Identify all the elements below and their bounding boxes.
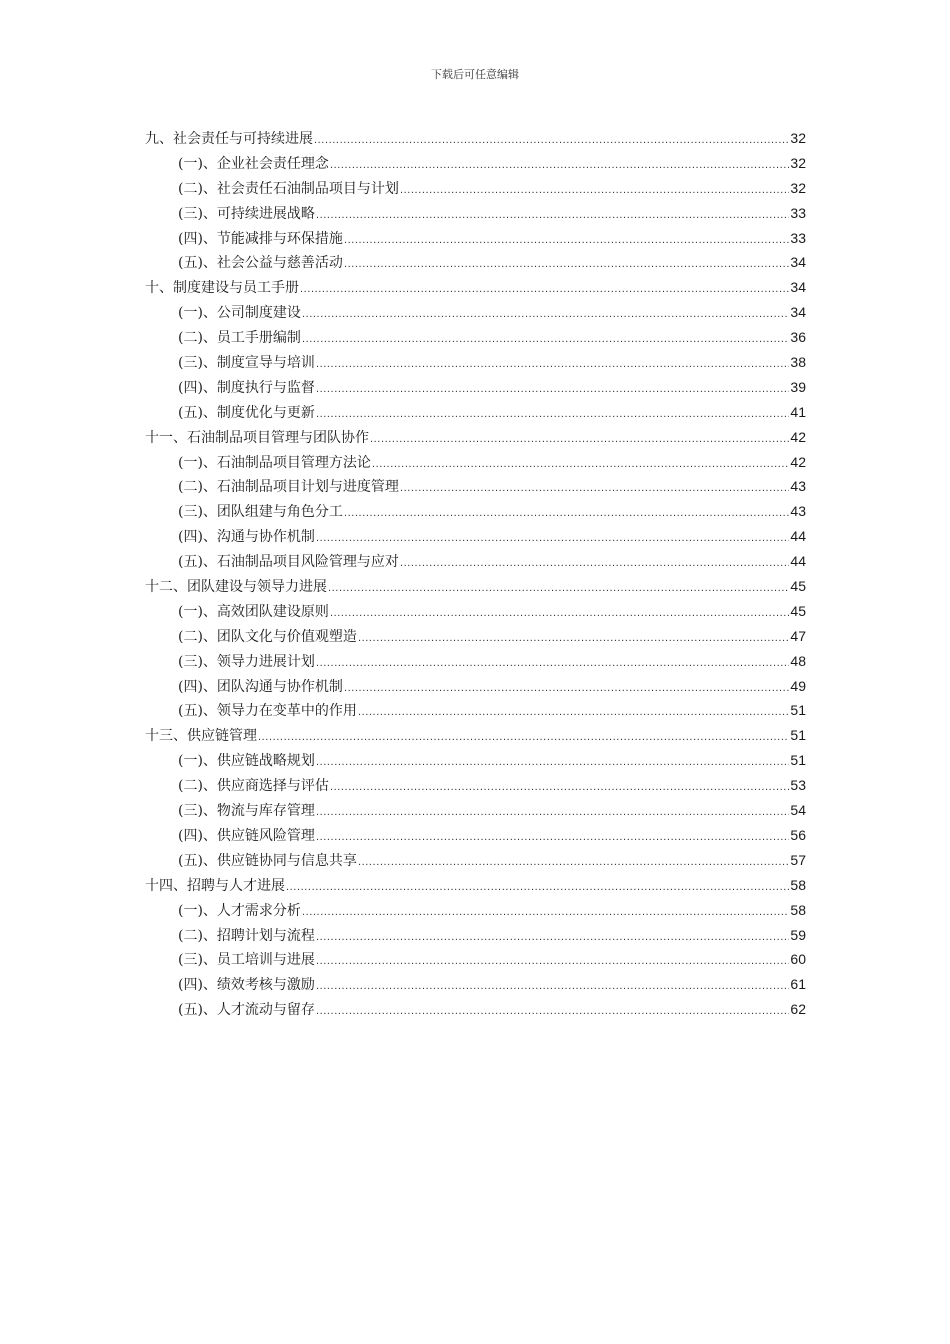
toc-section-entry[interactable] [145, 823, 806, 848]
toc-entry-label: (一)、公司制度建设 [178, 305, 301, 322]
toc-dot-leader [370, 427, 789, 452]
toc-page-number: 48 [790, 652, 806, 669]
toc-dot-leader [316, 750, 789, 775]
toc-section-entry[interactable] [145, 300, 806, 325]
toc-entry-label: 十三、供应链管理 [145, 728, 257, 745]
toc-dot-leader [302, 302, 789, 327]
toc-section-entry[interactable] [145, 599, 806, 624]
toc-page-number: 62 [790, 1001, 806, 1018]
toc-page-number: 57 [790, 851, 806, 868]
toc-page-number: 47 [790, 627, 806, 644]
toc-entry-label: 十、制度建设与员工手册 [145, 280, 299, 297]
toc-dot-leader [302, 900, 789, 925]
toc-entry-label: (二)、石油制品项目计划与进度管理 [178, 479, 399, 496]
table-of-contents [145, 126, 806, 1022]
toc-section-entry[interactable] [145, 947, 806, 972]
toc-page-number: 45 [790, 578, 806, 595]
toc-page-number: 34 [790, 304, 806, 321]
toc-section-entry[interactable] [145, 798, 806, 823]
toc-page-number: 51 [790, 727, 806, 744]
toc-section-entry[interactable] [145, 226, 806, 251]
toc-chapter-entry[interactable] [145, 425, 806, 450]
toc-entry-label: (四)、团队沟通与协作机制 [178, 678, 343, 695]
toc-section-entry[interactable] [145, 624, 806, 649]
toc-section-entry[interactable] [145, 923, 806, 948]
toc-dot-leader [258, 725, 789, 750]
toc-section-entry[interactable] [145, 748, 806, 773]
toc-dot-leader [344, 228, 789, 253]
toc-page-number: 61 [790, 976, 806, 993]
toc-page-number: 32 [790, 179, 806, 196]
toc-dot-leader [358, 626, 789, 651]
toc-chapter-entry[interactable] [145, 723, 806, 748]
toc-page-number: 45 [790, 602, 806, 619]
toc-page-number: 54 [790, 802, 806, 819]
toc-dot-leader [316, 352, 789, 377]
toc-entry-label: (二)、供应商选择与评估 [178, 778, 329, 795]
toc-dot-leader [316, 800, 789, 825]
toc-section-entry[interactable] [145, 674, 806, 699]
toc-chapter-entry[interactable] [145, 574, 806, 599]
toc-dot-leader [302, 327, 789, 352]
toc-entry-label: (一)、供应链战略规划 [178, 753, 315, 770]
toc-page-number: 49 [790, 677, 806, 694]
toc-page-number: 41 [790, 403, 806, 420]
toc-page-number: 51 [790, 702, 806, 719]
toc-chapter-entry[interactable] [145, 873, 806, 898]
toc-entry-label: (二)、团队文化与价值观塑造 [178, 628, 357, 645]
toc-page-number: 44 [790, 528, 806, 545]
toc-entry-label: (五)、社会公益与慈善活动 [178, 255, 343, 272]
toc-entry-label: (五)、领导力在变革中的作用 [178, 703, 357, 720]
toc-page-number: 59 [790, 926, 806, 943]
toc-dot-leader [316, 377, 789, 402]
toc-section-entry[interactable] [145, 649, 806, 674]
toc-dot-leader [372, 452, 789, 477]
toc-section-entry[interactable] [145, 549, 806, 574]
toc-page-number: 43 [790, 478, 806, 495]
toc-entry-label: (五)、人才流动与留存 [178, 1002, 315, 1019]
toc-entry-label: (二)、员工手册编制 [178, 330, 301, 347]
toc-dot-leader [316, 825, 789, 850]
toc-dot-leader [316, 974, 789, 999]
toc-chapter-entry[interactable] [145, 275, 806, 300]
toc-page-number: 38 [790, 354, 806, 371]
toc-entry-label: (四)、制度执行与监督 [178, 379, 315, 396]
toc-dot-leader [300, 277, 789, 302]
toc-page-number: 58 [790, 876, 806, 893]
toc-page-number: 36 [790, 329, 806, 346]
toc-dot-leader [400, 178, 789, 203]
toc-section-entry[interactable] [145, 972, 806, 997]
toc-section-entry[interactable] [145, 250, 806, 275]
toc-dot-leader [400, 476, 789, 501]
toc-dot-leader [358, 850, 789, 875]
toc-entry-label: 十四、招聘与人才进展 [145, 877, 285, 894]
toc-entry-label: (四)、沟通与协作机制 [178, 529, 315, 546]
toc-page-number: 43 [790, 503, 806, 520]
toc-dot-leader [358, 700, 789, 725]
toc-page-number: 33 [790, 204, 806, 221]
toc-entry-label: (三)、领导力进展计划 [178, 653, 315, 670]
toc-section-entry[interactable] [145, 450, 806, 475]
toc-entry-label: (一)、企业社会责任理念 [178, 155, 329, 172]
toc-dot-leader [344, 676, 789, 701]
toc-section-entry[interactable] [145, 176, 806, 201]
toc-page-number: 32 [790, 130, 806, 146]
toc-dot-leader [344, 252, 789, 277]
toc-dot-leader [314, 128, 789, 153]
toc-section-entry[interactable] [145, 499, 806, 524]
toc-dot-leader [316, 402, 789, 427]
toc-page-number: 53 [790, 777, 806, 794]
toc-page-number: 58 [790, 901, 806, 918]
toc-dot-leader [316, 526, 789, 551]
toc-dot-leader [330, 601, 789, 626]
toc-dot-leader [330, 775, 789, 800]
toc-page-number: 56 [790, 826, 806, 843]
toc-entry-label: (四)、节能减排与环保措施 [178, 230, 343, 247]
toc-section-entry[interactable] [145, 400, 806, 425]
toc-dot-leader [400, 551, 789, 576]
toc-entry-label: (二)、招聘计划与流程 [178, 927, 315, 944]
toc-entry-label: (四)、供应链风险管理 [178, 827, 315, 844]
toc-entry-label: (一)、人才需求分析 [178, 902, 301, 919]
toc-entry-label: (二)、社会责任石油制品项目与计划 [178, 180, 399, 197]
toc-entry-label: (三)、可持续进展战略 [178, 205, 315, 222]
toc-section-entry[interactable] [145, 898, 806, 923]
toc-dot-leader [316, 999, 789, 1024]
page-header: 下载后可任意编辑 [431, 68, 519, 81]
toc-page-number: 33 [790, 229, 806, 246]
toc-dot-leader [316, 925, 789, 950]
toc-section-entry[interactable] [145, 997, 806, 1022]
toc-section-entry[interactable] [145, 151, 806, 176]
toc-dot-leader [316, 651, 789, 676]
toc-entry-label: (四)、绩效考核与激励 [178, 977, 315, 994]
toc-page-number: 42 [790, 428, 806, 445]
toc-dot-leader [316, 949, 789, 974]
toc-entry-label: (一)、高效团队建设原则 [178, 603, 329, 620]
toc-entry-label: (五)、供应链协同与信息共享 [178, 852, 357, 869]
toc-dot-leader [330, 153, 789, 178]
toc-section-entry[interactable] [145, 375, 806, 400]
toc-page-number: 34 [790, 279, 806, 296]
toc-section-entry[interactable] [145, 201, 806, 226]
toc-section-entry[interactable] [145, 474, 806, 499]
toc-dot-leader [328, 576, 789, 601]
toc-entry-label: 十二、团队建设与领导力进展 [145, 579, 327, 596]
toc-section-entry[interactable] [145, 524, 806, 549]
toc-page-number: 39 [790, 378, 806, 395]
toc-section-entry[interactable] [145, 325, 806, 350]
toc-section-entry[interactable] [145, 848, 806, 873]
toc-entry-label: 九、社会责任与可持续进展 [145, 131, 313, 147]
toc-entry-label: 十一、石油制品项目管理与团队协作 [145, 429, 369, 446]
toc-dot-leader [316, 203, 789, 228]
toc-page-number: 60 [790, 951, 806, 968]
toc-page-number: 51 [790, 752, 806, 769]
toc-page-number: 32 [790, 154, 806, 171]
toc-entry-label: (三)、团队组建与角色分工 [178, 504, 343, 521]
toc-entry-label: (三)、员工培训与进展 [178, 952, 315, 969]
toc-entry-label: (五)、石油制品项目风险管理与应对 [178, 554, 399, 571]
toc-chapter-entry[interactable] [145, 126, 806, 151]
toc-entry-label: (一)、石油制品项目管理方法论 [178, 454, 371, 471]
toc-entry-label: (五)、制度优化与更新 [178, 404, 315, 421]
toc-section-entry[interactable] [145, 350, 806, 375]
toc-dot-leader [286, 875, 789, 900]
toc-page-number: 34 [790, 254, 806, 271]
toc-section-entry[interactable] [145, 773, 806, 798]
toc-page-number: 42 [790, 453, 806, 470]
toc-dot-leader [344, 501, 789, 526]
toc-entry-label: (三)、制度宣导与培训 [178, 355, 315, 372]
toc-entry-label: (三)、物流与库存管理 [178, 803, 315, 820]
toc-page-number: 44 [790, 553, 806, 570]
toc-section-entry[interactable] [145, 698, 806, 723]
